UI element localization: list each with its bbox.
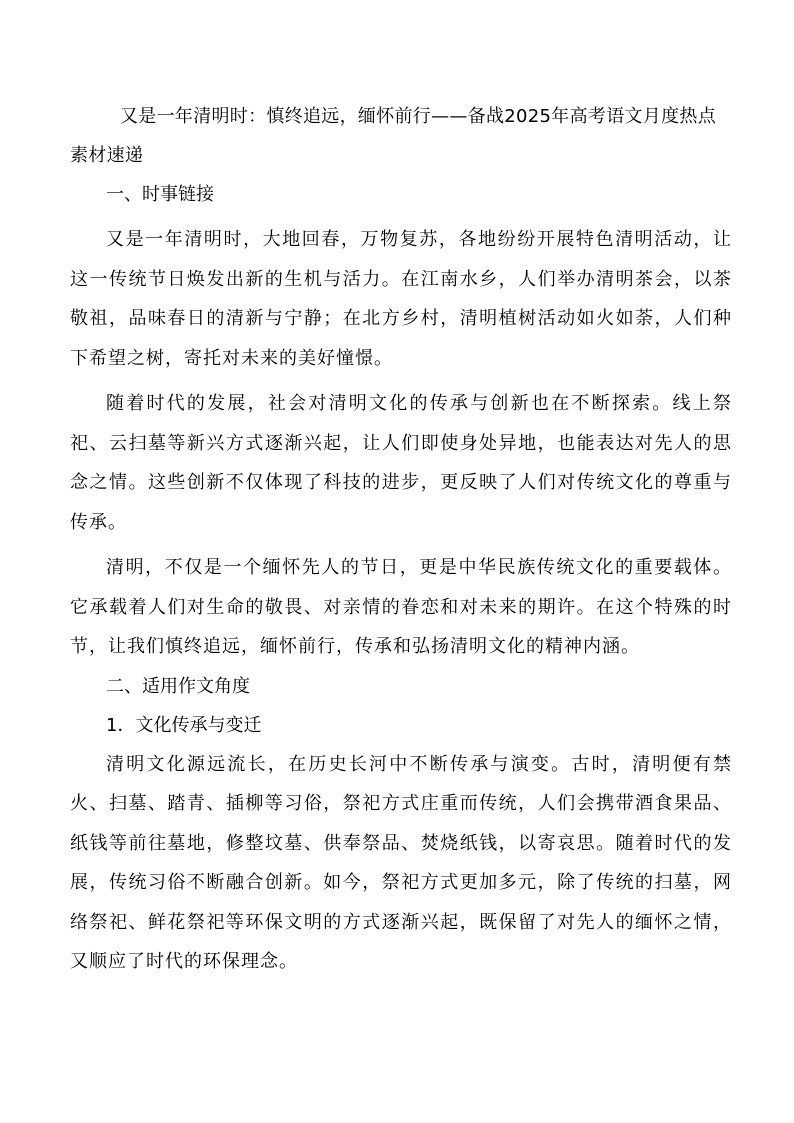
paragraph-cultural-heritage-1: 清明文化源远流长，在历史长河中不断传承与演变。古时，清明便有禁火、扫墓、踏青、插柳等习俗，祭祀方式庄重而传统，人们会携带酒食果品、纸钱等前往墓地，修整坟墓、供奉祭品、焚烧纸钱，以寄哀思。随着时代的发展，传统习俗不断融合创新。如今，祭祀方式更加多元，除了传统的扫墓，网络祭祀、鲜花祭祀等环保文明的方式逐渐兴起，既保留了对先人的缅怀之情，又顺应了时代的环保理念。 (70, 753, 732, 972)
paragraph-current-events-3: 清明，不仅是一个缅怀先人的节日，更是中华民族传统文化的重要载体。它承载着人们对生命的敬畏、对亲情的眷恋和对未来的期许。在这个特殊的时节，让我们慎终追远，缅怀前行，传承和弘扬清明文化的精神内涵。 (70, 557, 732, 657)
section-heading-current-events: 一、时事链接 (106, 184, 214, 205)
paragraph-current-events-2: 随着时代的发展，社会对清明文化的传承与创新也在不断探索。线上祭祀、云扫墓等新兴方式逐渐兴起，让人们即使身处异地，也能表达对先人的思念之情。这些创新不仅体现了科技的进步，更反映了人们对传统文化的尊重与传承。 (70, 393, 732, 533)
paragraph-current-events-1: 又是一年清明时，大地回春，万物复苏，各地纷纷开展特色清明活动，让这一传统节日焕发出新的生机与活力。在江南水乡，人们举办清明茶会，以茶敬祖，品味春日的清新与宁静；在北方乡村，清明植树活动如火如荼，人们种下希望之树，寄托对未来的美好憧憬。 (70, 229, 732, 369)
document-title: 又是一年清明时：慎终追远，缅怀前行——备战2025年高考语文月度热点素材速递 (70, 106, 717, 166)
document-page (70, 97, 732, 982)
subheading-cultural-heritage: 1．文化传承与变迁 (106, 714, 262, 736)
section-heading-essay-angles: 二、适用作文角度 (106, 675, 250, 697)
